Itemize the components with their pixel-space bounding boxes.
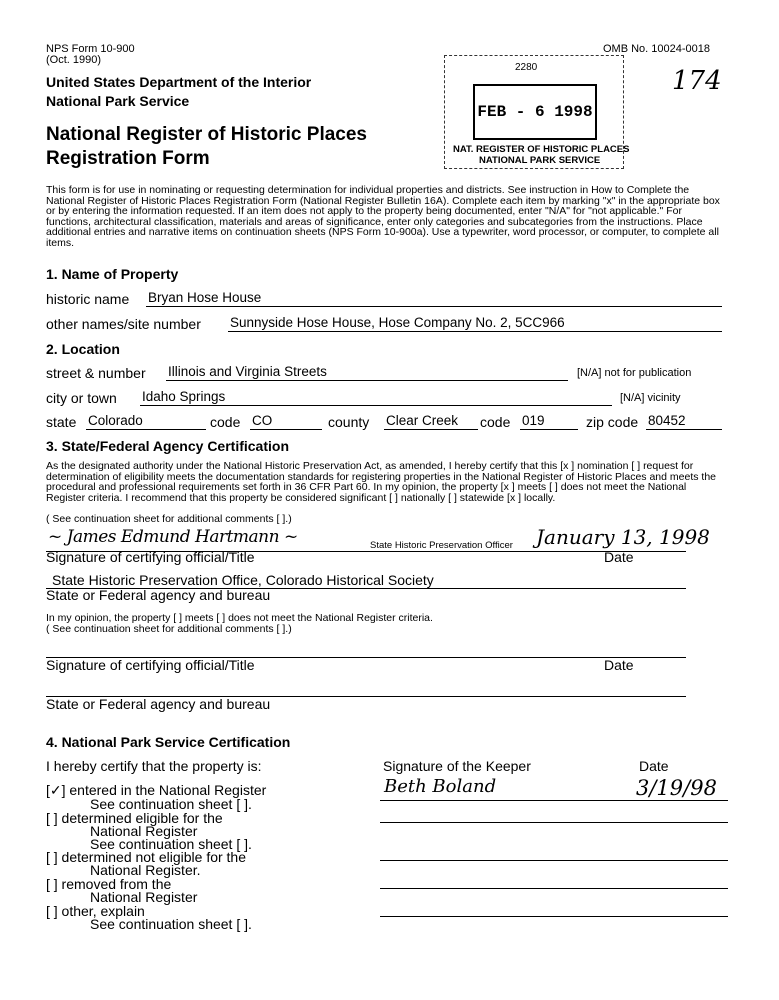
vicinity: [N/A] vicinity [620, 392, 681, 404]
signature-label: Signature of certifying official/Title [46, 549, 255, 565]
agency-label-2: State or Federal agency and bureau [46, 696, 271, 712]
other-names-field: Sunnyside Hose House, Hose Company No. 2, 5CC966 [228, 315, 722, 332]
keeper-signature: Beth Boland [384, 776, 497, 797]
zip-label: zip code [586, 414, 639, 430]
section2-heading: 2. Location [46, 341, 120, 357]
item-eligible-cont: See continuation sheet [ ]. [90, 836, 252, 852]
keeper-date-label: Date [639, 758, 669, 774]
department-name: United States Department of the Interior [46, 74, 312, 90]
page-title: National Register of Historic Places [46, 124, 367, 145]
street-field: Illinois and Virginia Streets [166, 364, 568, 381]
state-label: state [46, 414, 77, 430]
other-names-label: other names/site number [46, 316, 201, 332]
form-date: (Oct. 1990) [46, 54, 102, 66]
section1-heading: 1. Name of Property [46, 266, 179, 282]
state-field: Colorado [86, 413, 206, 430]
signed-date: January 13, 1998 [536, 525, 710, 549]
certify-text: I hereby certify that the property is: [46, 758, 262, 774]
state-code-label: code [210, 414, 241, 430]
historic-name-label: historic name [46, 291, 130, 307]
section4-heading: 4. National Park Service Certification [46, 734, 291, 750]
item-not-eligible-register: National Register. [90, 862, 201, 878]
county-label: county [328, 414, 370, 430]
see-continuation-1: ( See continuation sheet for additional comments [ ].) [46, 513, 292, 525]
date-label: Date [604, 549, 634, 565]
received-stamp [444, 55, 630, 169]
item-eligible-register: National Register [90, 823, 198, 839]
service-name: National Park Service [46, 93, 190, 109]
agency-field: State Historic Preservation Office, Colorado Historical Society [52, 572, 434, 588]
zip-field: 80452 [646, 413, 722, 430]
state-code-field: CO [250, 413, 322, 430]
signature-label-2: Signature of certifying official/Title [46, 657, 255, 673]
item-not-eligible: [ ] determined not eligible for the [46, 849, 247, 865]
officer-title: State Historic Preservation Officer [370, 540, 513, 551]
certification-text: As the designated authority under the National Historic Preservation Act, as amended, I hereby certify that this [x ] nomination [ ] request for determination of eligibility meets the documentation standards for registering properties in the National Register of Historic Places and meets the procedural and professional requirements set forth in 36 CFR Part 60. In my opinion, the property [x ] meets [ ] does not meet the National Register criteria. I recommend that this property be considered significant [ ] nationally [ ] statewide [x ] locally. [46, 460, 717, 504]
not-for-publication: [N/A] not for publication [577, 367, 692, 379]
item-entered-cont: See continuation sheet [ ]. [90, 796, 252, 812]
agency-label: State or Federal agency and bureau [46, 587, 271, 603]
item-entered: [✓] entered in the National Register [46, 782, 267, 798]
keeper-label: Signature of the Keeper [383, 758, 531, 774]
item-removed-register: National Register [90, 889, 198, 905]
item-other: [ ] other, explain [46, 903, 145, 919]
stamp-date: FEB - 6 1998 [473, 84, 597, 140]
item-other-cont: See continuation sheet [ ]. [90, 916, 252, 932]
county-code-label: code [480, 414, 511, 430]
item-eligible: [ ] determined eligible for the [46, 810, 223, 826]
historic-name-field: Bryan Hose House [146, 290, 722, 307]
stamp-number: 2280 [515, 62, 538, 73]
county-code-field: 019 [520, 413, 578, 430]
intro-text: This form is for use in nominating or requesting determination for individual properties and districts. See instruction in How to Complete the National Register of Historic Places Registration Form (National Register Bulletin 16A). Complete each item by marking "x" in the appropriate box or by entering the information requested. If an item does not apply to the property being documented, enter "N/A" for "not applicable." For functions, architectural classification, materials and areas of significance, enter only categories and subcategories from the instructions. Place additional entries and narrative items on continuation sheets (NPS Form 10-900a). Use a typewriter, word processor, or computer, to complete all items. [46, 184, 720, 249]
county-field: Clear Creek [384, 413, 478, 430]
omb-number: OMB No. 10024-0018 [603, 43, 711, 55]
official-signature: ~ James Edmund Hartmann ~ [48, 527, 298, 547]
section3-heading: 3. State/Federal Agency Certification [46, 438, 289, 454]
street-label: street & number [46, 365, 146, 381]
see-continuation-2: ( See continuation sheet for additional comments [ ].) [46, 623, 292, 635]
form-number: NPS Form 10-900 [46, 43, 135, 55]
stamp-line1: NAT. REGISTER OF HISTORIC PLACES [453, 144, 630, 155]
date-label-2: Date [604, 657, 634, 673]
keeper-date: 3/19/98 [636, 776, 717, 800]
city-label: city or town [46, 390, 117, 406]
page-subtitle: Registration Form [46, 148, 210, 169]
item-removed: [ ] removed from the [46, 876, 172, 892]
city-field: Idaho Springs [140, 389, 612, 406]
stamp-line2: NATIONAL PARK SERVICE [479, 155, 601, 166]
opinion-text: In my opinion, the property [ ] meets [ ] does not meet the National Register criteria. [46, 612, 433, 624]
handwritten-number: 174 [672, 66, 722, 96]
